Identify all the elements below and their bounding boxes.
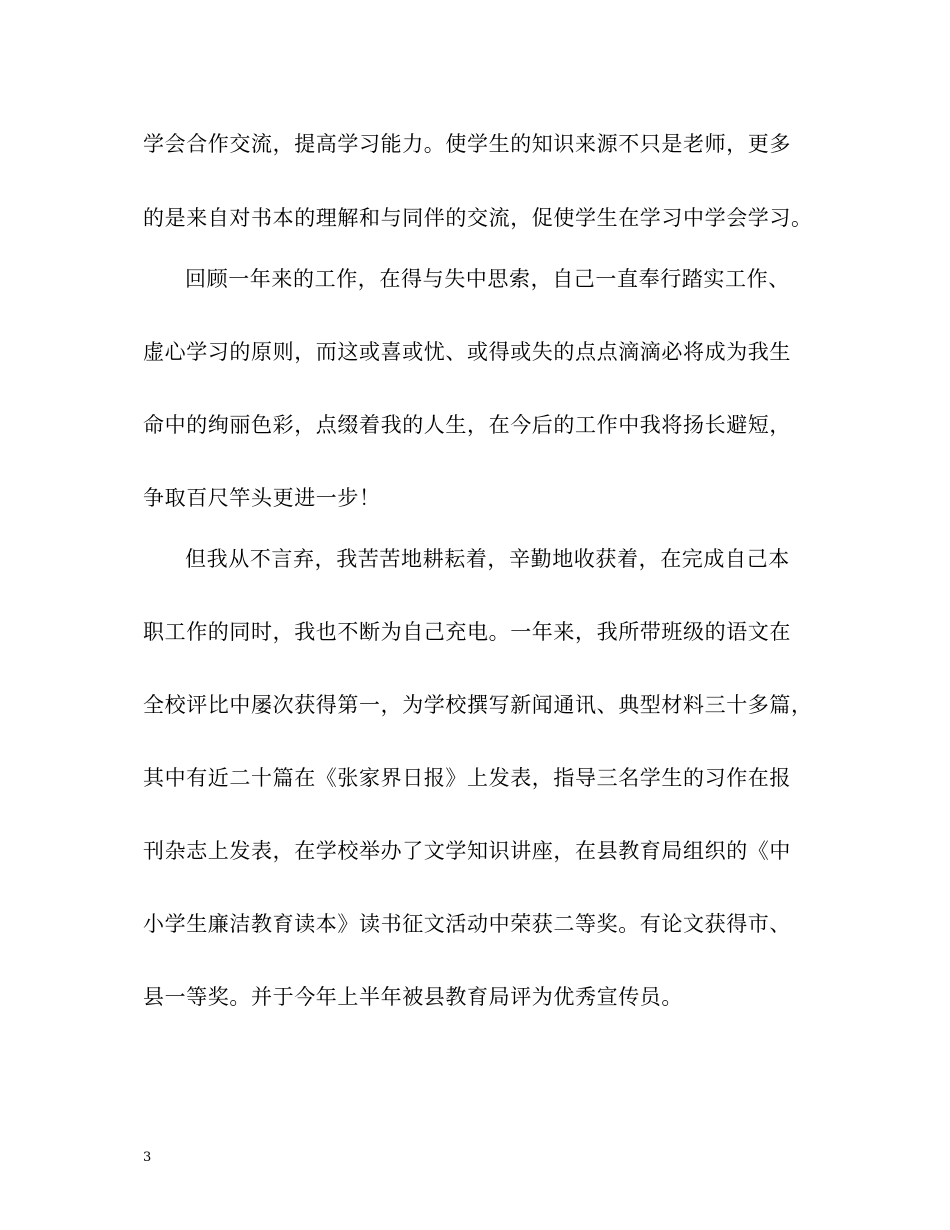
text-line: 其中有近二十篇在《张家界日报》上发表，指导三名学生的习作在报 [143, 766, 791, 790]
page-number: 3 [143, 1150, 152, 1165]
text-line: 全校评比中屡次获得第一，为学校撰写新闻通讯、典型材料三十多篇， [143, 693, 813, 717]
text-line: 刊杂志上发表，在学校举办了文学知识讲座，在县教育局组织的《中 [143, 839, 791, 863]
text-line: 职工作的同时，我也不断为自己充电。一年来，我所带班级的语文在 [143, 620, 791, 644]
text-line: 学会合作交流，提高学习能力。使学生的知识来源不只是老师，更多 [143, 132, 791, 156]
paragraph-start-line: 但我从不言弃，我苦苦地耕耘着，辛勤地收获着，在完成自己本 [185, 547, 790, 571]
text-line: 县一等奖。并于今年上半年被县教育局评为优秀宣传员。 [143, 985, 683, 1009]
text-line: 争取百尺竿头更进一步！ [143, 486, 381, 510]
text-line: 的是来自对书本的理解和与同伴的交流，促使学生在学习中学会学习。 [143, 206, 813, 230]
paragraph-start-line: 回顾一年来的工作，在得与失中思索，自己一直奉行踏实工作、 [185, 267, 790, 291]
text-line: 小学生廉洁教育读本》读书征文活动中荣获二等奖。有论文获得市、 [143, 912, 791, 936]
text-line: 虚心学习的原则，而这或喜或忧、或得或失的点点滴滴必将成为我生 [143, 340, 791, 364]
text-line: 命中的绚丽色彩，点缀着我的人生，在今后的工作中我将扬长避短， [143, 413, 791, 437]
